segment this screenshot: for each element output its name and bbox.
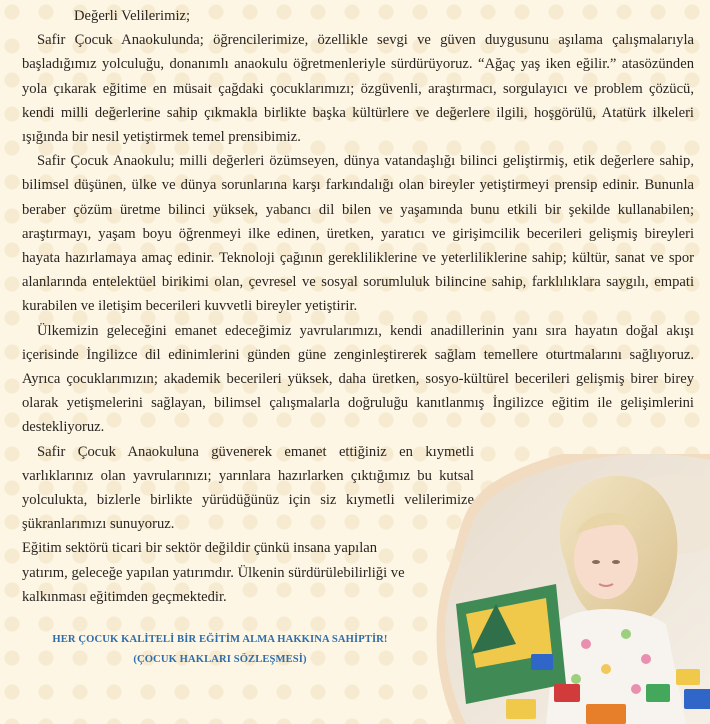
child-photo (436, 454, 710, 724)
paragraph-1: Safir Çocuk Anaokulunda; öğrencilerimize, özellikle sevgi ve güven duygusunu aşılama çalışmalarıyla başladığımız yolculuğu, donanımlı anaokulu öğretmenleriyle sürdürüyoruz. “Ağaç yaş iken eğilir.” atasözünden yola çıkarak eğitime en müsait çağdaki çocuklarımızı; özgüvenli, araştırmacı, sorgulayıcı ve problem çözücü, kendi milli değerlerine sahip çıkmakla birlikte başka kültürlere ve değerlere ilgili, hoşgörülü, Atatürk ilkeleri ışığında bir nesil yetiştirmek temel prensibimiz. (22, 32, 694, 146)
slogan: HER ÇOCUK KALİTELİ BİR EĞİTİM ALMA HAKKINA SAHİPTİR! (52, 634, 388, 645)
greeting: Değerli Velilerimiz; (74, 8, 191, 24)
paragraph-5: Eğitim sektörü ticari bir sektör değildir çünkü insana yapılan yatırım, geleceğe yapılan yatırımdır. Ülkenin sürdürülebilirliği ve kalkınması eğitimden geçmektedir. (22, 540, 405, 605)
paragraph-4: Safir Çocuk Anaokuluna güvenerek emanet ettiğiniz en kıymetli varlıklarınız olan yavrularınızı; yarınlara hazırlarken çıktığımız bu kutsal yolculukta, bizlerle birlikte yürüdüğünüz için siz kıymetli velilerimize şükranlarımızı sunuyoruz. (22, 443, 474, 533)
slogan-source: (ÇOCUK HAKLARI SÖZLEŞMESİ) (133, 654, 307, 665)
paragraph-2: Safir Çocuk Anaokulu; milli değerleri özümseyen, dünya vatandaşlığı bilinci geliştirmiş, etik değerlere sahip, bilimsel düşünen, ülke ve dünya sorunlarına karşı farkındalığı olan bireyler yetiştirmeyi prensip edinir. Bununla beraber çözüm üretme bilinci yüksek, yabancı dil bilen ve yaşamında bunu etkili bir şekilde kullanabilen; araştırmayı, yaşam boyu öğrenmeyi ilke edinen, üretken, yaratıcı ve girişimcilik becerileri gelişmiş bireyleri hayata hazırlamaya amaç edinir. Teknoloji çağının gerekliliklerine ve yeterliliklerine sahip; kültür, sanat ve spor alanlarında entelektüel birikimi olan, çevresel ve sosyal sorumluluk bilincine sahip, farklılıklara saygılı, empati kurabilen ve iletişim becerileri kuvvetli bireyler yetiştirir. (22, 153, 694, 315)
paragraph-3: Ülkemizin geleceğini emanet edeceğimiz yavrularımızı, kendi anadillerinin yanı sıra hayatın doğal akışı içerisinde İngilizce dil edinimlerini günden güne zenginleştirerek sağlam temellere oturtmalarını sağlıyoruz. Ayrıca çocuklarımızın; akademik becerileri yüksek, daha üretken, sosyo-kültürel becerileri gelişmiş birer birey olarak yetişmelerini sağlayan, bilimsel çalışmalarla doğruluğu kanıtlanmış İngilizce eğitim ile gelişimlerini destekliyoruz. (22, 322, 694, 436)
